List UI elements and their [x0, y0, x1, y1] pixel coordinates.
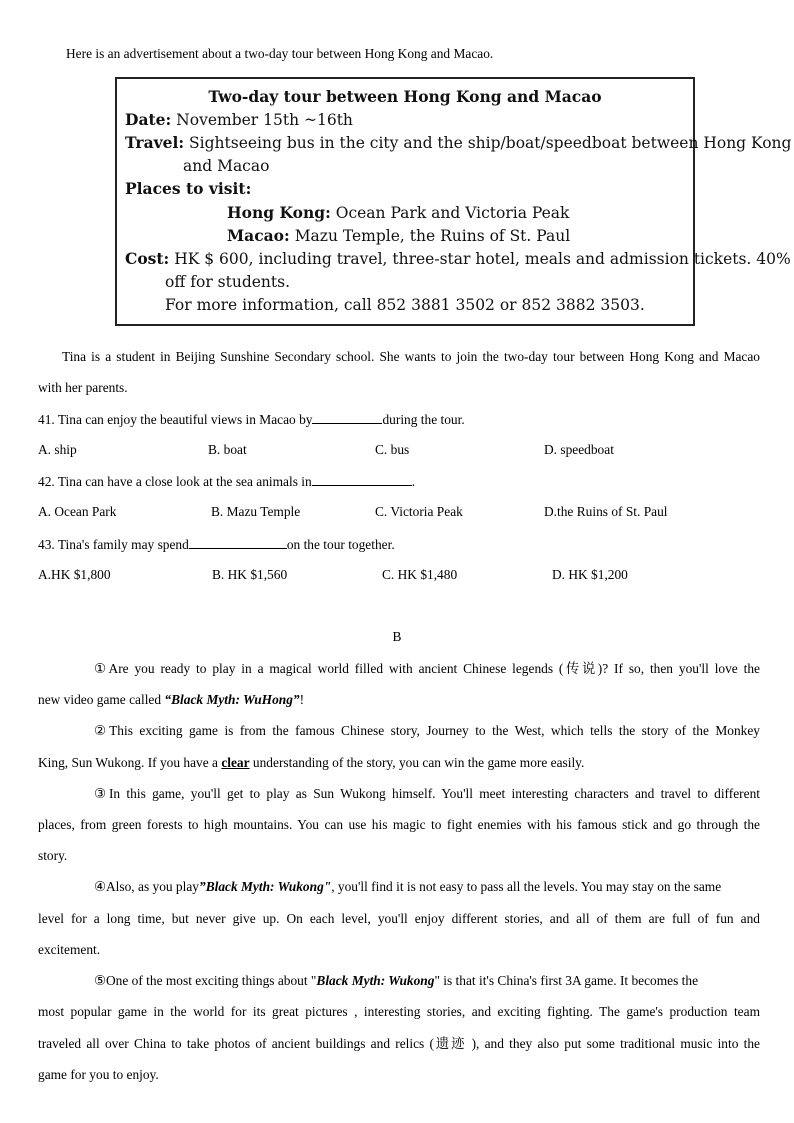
q41-option-d: D. speedboat: [544, 442, 614, 457]
game-title-3: Black Myth: Wukong: [316, 973, 435, 988]
q42-option-b: B. Mazu Temple: [211, 504, 301, 519]
paragraph-5-line-2: most popular game in the world for its great pictures , interesting stories, and exciting fighting. The game's production team: [38, 1004, 760, 1019]
question-41: [38, 410, 465, 429]
q42-option-a: A. Ocean Park: [38, 504, 117, 519]
q42-blank: [312, 472, 412, 486]
q41-option-a: A. ship: [38, 442, 77, 457]
q43-stem: 43. Tina's family may spend: [38, 537, 189, 552]
p5-text-end: " is that it's China's first 3A game. It becomes the: [434, 973, 699, 988]
q41-blank: [312, 410, 382, 424]
paragraph-5-line-3: traveled all over China to take photos of ancient buildings and relics (遗迹 ), and they also put some traditional music into the: [38, 1036, 760, 1051]
tour-advertisement: [115, 77, 792, 326]
ad-macao-label: Macao:: [227, 226, 290, 245]
paragraph-4-line-2: level for a long time, but never give up. On each level, you'll enjoy different stories, and all of them are full of fun and: [38, 911, 760, 926]
ad-macao: [227, 226, 570, 246]
ad-cost-cont: off for students.: [165, 273, 291, 291]
ad-travel: [125, 133, 791, 153]
ad-date-value: November 15th ~16th: [176, 111, 353, 129]
q41-option-b: B. boat: [208, 442, 247, 457]
ad-cost-value: HK $ 600, including travel, three-star hotel, meals and admission tickets. 40%: [174, 250, 791, 268]
ad-travel-value: Sightseeing bus in the city and the ship/boat/speedboat between Hong Kong: [189, 134, 792, 152]
q41-stem: 41. Tina can enjoy the beautiful views in Macao by: [38, 412, 313, 427]
game-title-2: ”Black Myth: Wukong": [199, 879, 332, 894]
q43-option-a: A.HK $1,800: [38, 567, 111, 582]
ad-travel-label: Travel:: [125, 133, 185, 152]
paragraph-3-line-2: places, from green forests to high mountains. You can use his magic to fight enemies with his famous stick and go through the: [38, 817, 760, 832]
paragraph-3-line-3: story.: [38, 848, 68, 863]
p1-end: !: [299, 692, 305, 707]
paragraph-2-line-2: [38, 754, 584, 772]
context-line-1: Tina is a student in Beijing Sunshine Secondary school. She wants to join the two-day tour between Hong Kong and Macao: [62, 349, 760, 364]
ad-hongkong: [227, 203, 569, 223]
q43-option-d: D. HK $1,200: [552, 567, 628, 582]
paragraph-5-line-4: game for you to enjoy.: [38, 1067, 159, 1082]
underlined-word-clear: clear: [221, 755, 250, 770]
question-42: [38, 472, 415, 491]
paragraph-4-line-1: [94, 878, 721, 896]
q43-option-b: B. HK $1,560: [212, 567, 288, 582]
ad-hk-label: Hong Kong:: [227, 203, 331, 222]
ad-date-label: Date:: [125, 110, 172, 129]
section-b-heading: B: [392, 629, 402, 644]
paragraph-5-line-1: [94, 972, 698, 990]
ad-title: Two-day tour between Hong Kong and Macao: [208, 87, 602, 106]
q41-stem-end: during the tour.: [382, 412, 465, 427]
context-line-2: with her parents.: [38, 380, 128, 395]
q43-option-c: C. HK $1,480: [382, 567, 458, 582]
q42-stem-end: .: [411, 474, 416, 489]
ad-cost-label: Cost:: [125, 249, 170, 268]
paragraph-1-line-1: ①Are you ready to play in a magical world filled with ancient Chinese legends (传说)? If so, then you'll love the: [94, 661, 760, 676]
p5-text: ⑤One of the most exciting things about ": [94, 973, 317, 988]
paragraph-1-line-2: [38, 691, 304, 709]
p4-text: ④Also, as you play: [94, 879, 199, 894]
p2-text: King, Sun Wukong. If you have a: [38, 755, 222, 770]
ad-hk-value: Ocean Park and Victoria Peak: [335, 204, 570, 222]
p1-text: new video game called: [38, 692, 165, 707]
q41-option-c: C. bus: [375, 442, 410, 457]
q42-stem: 42. Tina can have a close look at the sea animals in: [38, 474, 312, 489]
ad-macao-value: Mazu Temple, the Ruins of St. Paul: [294, 227, 571, 245]
ad-contact-info: For more information, call 852 3881 3502 or 852 3882 3503.: [165, 296, 645, 314]
ad-places-label: Places to visit:: [125, 179, 252, 198]
intro-text: Here is an advertisement about a two-day tour between Hong Kong and Macao.: [66, 46, 494, 61]
game-title: “Black Myth: WuHong”: [164, 692, 300, 707]
ad-travel-cont: and Macao: [183, 157, 270, 175]
q42-option-d: D.the Ruins of St. Paul: [544, 504, 668, 519]
paragraph-3-line-1: ③In this game, you'll get to play as Sun Wukong himself. You'll meet interesting characters and travel to different: [94, 786, 760, 801]
ad-places: [125, 179, 251, 199]
q43-blank: [189, 535, 287, 549]
p4-text-end: , you'll find it is not easy to pass all the levels. You may stay on the same: [331, 879, 722, 894]
q43-stem-end: on the tour together.: [286, 537, 395, 552]
ad-date: [125, 110, 353, 130]
paragraph-2-line-1: ②This exciting game is from the famous Chinese story, Journey to the West, which tells the story of the Monkey: [94, 723, 760, 738]
question-43: [38, 535, 395, 554]
q42-option-c: C. Victoria Peak: [375, 504, 463, 519]
ad-cost: [125, 249, 791, 269]
paragraph-4-line-3: excitement.: [38, 942, 101, 957]
p2-end: understanding of the story, you can win the game more easily.: [249, 755, 585, 770]
